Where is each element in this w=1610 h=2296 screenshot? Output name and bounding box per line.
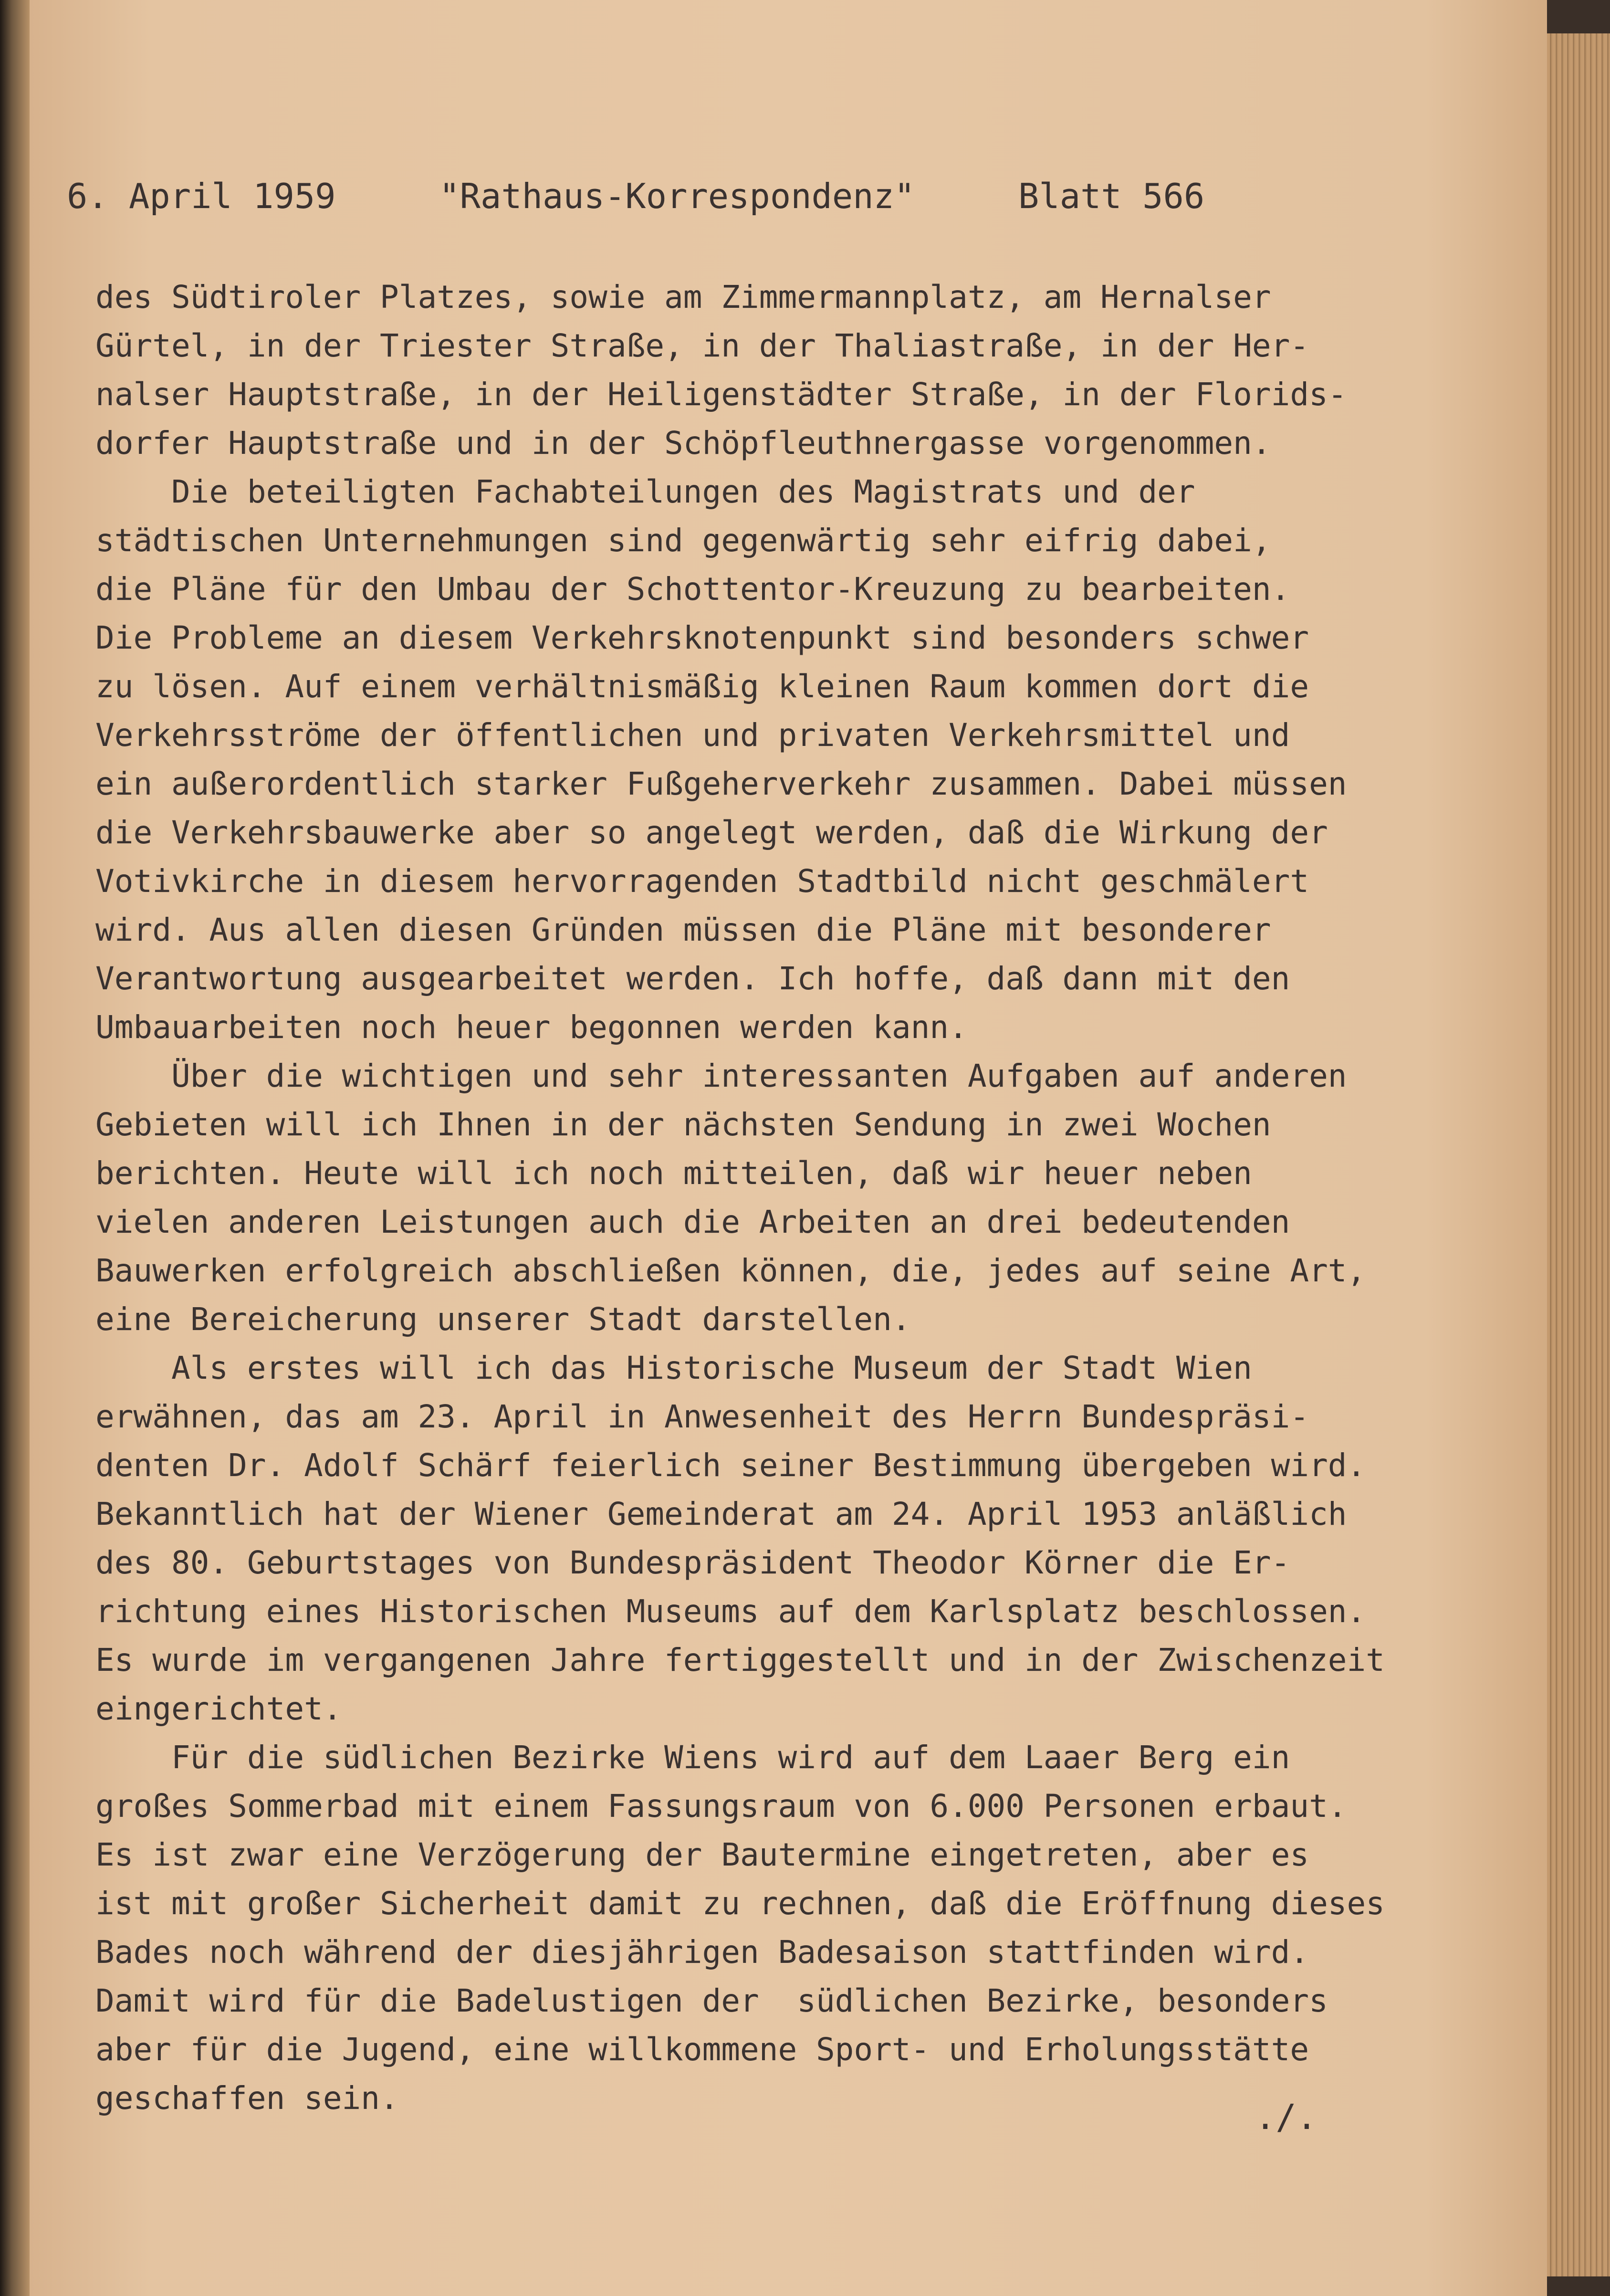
text-line: Als erstes will ich das Historische Museum der Stadt Wien: [95, 1350, 1252, 1386]
text-line: Umbauarbeiten noch heuer begonnen werden kann.: [95, 1009, 968, 1046]
text-line: Bekanntlich hat der Wiener Gemeinderat am 24. April 1953 anläßlich: [95, 1496, 1347, 1532]
text-line: Verkehrsströme der öffentlichen und privaten Verkehrsmittel und: [95, 717, 1290, 754]
text-line: Votivkirche in diesem hervorragenden Stadtbild nicht geschmälert: [95, 863, 1309, 900]
text-line: aber für die Jugend, eine willkommene Sport- und Erholungsstätte: [95, 2031, 1309, 2068]
text-line: städtischen Unternehmungen sind gegenwärtig sehr eifrig dabei,: [95, 522, 1271, 559]
text-line: geschaffen sein.: [95, 2080, 399, 2117]
text-line: Damit wird für die Badelustigen der südlichen Bezirke, besonders: [95, 1982, 1328, 2019]
binding-shadow: [0, 0, 30, 2296]
text-line: ein außerordentlich starker Fußgeherverkehr zusammen. Dabei müssen: [95, 765, 1347, 802]
text-line: denten Dr. Adolf Schärf feierlich seiner Bestimmung übergeben wird.: [95, 1447, 1366, 1484]
header-sheet: Blatt 566: [1018, 176, 1205, 216]
text-line: Die beteiligten Fachabteilungen des Magistrats und der: [95, 473, 1195, 510]
text-line: Es ist zwar eine Verzögerung der Bautermine eingetreten, aber es: [95, 1836, 1309, 1873]
text-line: Bauwerken erfolgreich abschließen können, die, jedes auf seine Art,: [95, 1252, 1366, 1289]
page-edge-stack: [1547, 33, 1610, 2276]
text-line: erwähnen, das am 23. April in Anwesenheit des Herrn Bundespräsi-: [95, 1398, 1309, 1435]
text-line: die Verkehrsbauwerke aber so angelegt werden, daß die Wirkung der: [95, 814, 1328, 851]
text-line: Verantwortung ausgearbeitet werden. Ich hoffe, daß dann mit den: [95, 960, 1290, 997]
text-line: zu lösen. Auf einem verhältnismäßig kleinen Raum kommen dort die: [95, 668, 1309, 705]
text-line: wird. Aus allen diesen Gründen müssen die Pläne mit besonderer: [95, 912, 1271, 948]
text-line: richtung eines Historischen Museums auf dem Karlsplatz beschlossen.: [95, 1593, 1366, 1630]
text-line: berichten. Heute will ich noch mitteilen, daß wir heuer neben: [95, 1155, 1252, 1192]
text-line: Über die wichtigen und sehr interessanten Aufgaben auf anderen: [95, 1058, 1347, 1094]
text-line: Es wurde im vergangenen Jahre fertiggestellt und in der Zwischenzeit: [95, 1642, 1385, 1678]
text-line: Die Probleme an diesem Verkehrsknotenpunkt sind besonders schwer: [95, 619, 1309, 656]
text-line: eingerichtet.: [95, 1690, 342, 1727]
text-line: vielen anderen Leistungen auch die Arbeiten an drei bedeutenden: [95, 1204, 1290, 1240]
text-line: die Pläne für den Umbau der Schottentor-Kreuzung zu bearbeiten.: [95, 571, 1290, 608]
text-line: des 80. Geburtstages von Bundespräsident Theodor Körner die Er-: [95, 1544, 1290, 1581]
header-publication: "Rathaus-Korrespondenz": [439, 176, 915, 216]
text-line: des Südtiroler Platzes, sowie am Zimmermannplatz, am Hernalser: [95, 279, 1271, 315]
page-header: [67, 176, 1205, 216]
text-line: großes Sommerbad mit einem Fassungsraum von 6.000 Personen erbaut.: [95, 1788, 1347, 1824]
text-line: Bades noch während der diesjährigen Badesaison stattfinden wird.: [95, 1934, 1309, 1971]
text-line: nalser Hauptstraße, in der Heiligenstädter Straße, in der Florids-: [95, 376, 1347, 413]
text-line: Gebieten will ich Ihnen in der nächsten Sendung in zwei Wochen: [95, 1106, 1271, 1143]
text-line: eine Bereicherung unserer Stadt darstellen.: [95, 1301, 911, 1338]
text-line: ist mit großer Sicherheit damit zu rechnen, daß die Eröffnung dieses: [95, 1885, 1385, 1922]
header-date: 6. April 1959: [67, 176, 336, 216]
text-line: Für die südlichen Bezirke Wiens wird auf dem Laaer Berg ein: [95, 1739, 1290, 1776]
text-line: Gürtel, in der Triester Straße, in der Thaliastraße, in der Her-: [95, 327, 1309, 364]
end-mark: ./.: [1255, 2097, 1317, 2137]
text-line: dorfer Hauptstraße und in der Schöpfleuthnergasse vorgenommen.: [95, 425, 1271, 461]
